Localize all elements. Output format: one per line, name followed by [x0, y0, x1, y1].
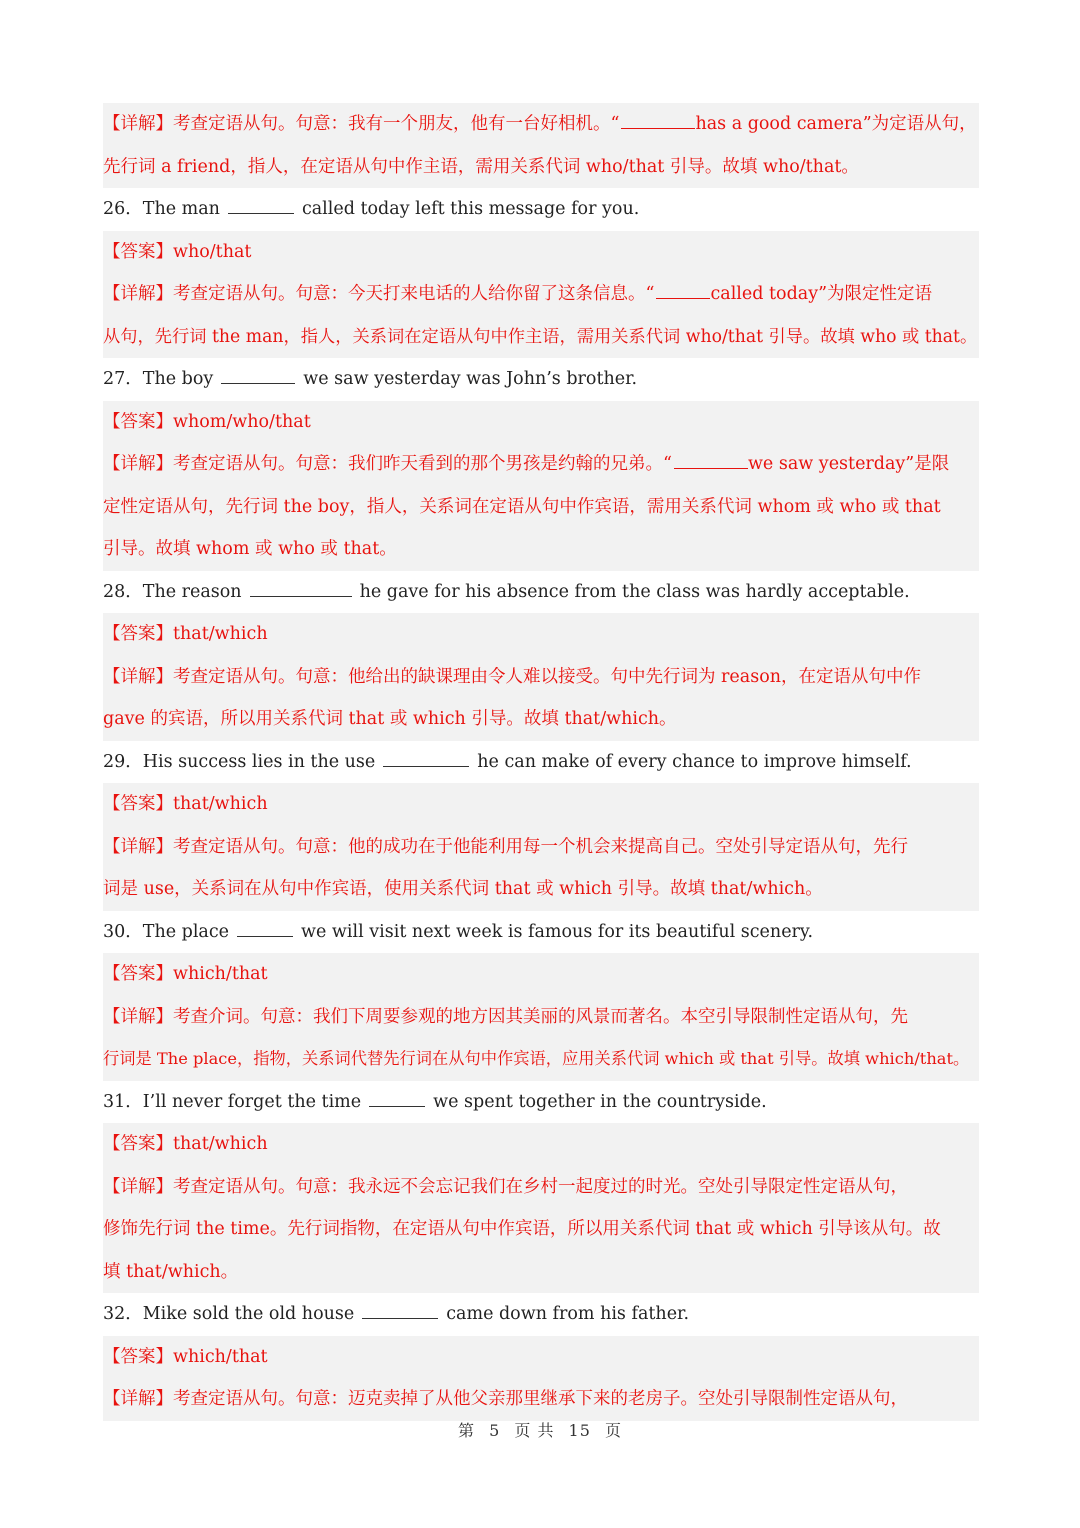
fill-in-blank: [221, 365, 295, 384]
line-text: 词是 use，关系词在从句中作宾语，使用关系代词 that 或 which 引导。故填 that/which。: [103, 879, 823, 899]
line-text: 行词是 The place，指物，关系词代替先行词在从句中作宾语，应用关系代词 which 或 that 引导。故填 which/that。: [103, 1049, 970, 1068]
line-text: 【详解】考查介词。句意：我们下周要参观的地方因其美丽的风景而著名。本空引导限制性定语从句，先: [103, 1006, 908, 1027]
line-text-before-blank: 27．The boy: [103, 369, 214, 389]
footer-middle: 页 共: [514, 1421, 555, 1440]
line-text: 填 that/which。: [103, 1261, 239, 1282]
line-text: gave 的宾语，所以用关系代词 that 或 which 引导。故填 that/which。: [103, 709, 677, 729]
answer-line: [103, 613, 979, 656]
line-text-after-blank: we will visit next week is famous for its beautiful scenery.: [301, 921, 814, 942]
answer-line: [103, 401, 979, 444]
line-text: 【答案】that/which: [103, 794, 268, 814]
line-text-before-blank: 32．Mike sold the old house: [103, 1304, 355, 1324]
line-text-after-blank: came down from his father.: [446, 1304, 690, 1324]
question-line: [103, 1293, 979, 1336]
fill-in-blank: [674, 450, 748, 469]
explanation-line: [103, 146, 979, 189]
line-text: 【详解】考查定语从句。句意：他给出的缺课理由令人难以接受。句中先行词为 reason，在定语从句中作: [103, 666, 922, 687]
line-text: 【答案】that/which: [103, 1134, 268, 1154]
line-text-after-blank: he gave for his absence from the class was hardly acceptable.: [359, 581, 910, 602]
line-text: 【详解】考查定语从句。句意：我永远不会忘记我们在乡村一起度过的时光。空处引导限定性定语从句，: [103, 1176, 908, 1197]
line-text-before-blank: 【详解】考查定语从句。句意：我有一个朋友，他有一台好相机。“: [103, 114, 620, 134]
explanation-line: [103, 1251, 979, 1294]
line-text: 【答案】which/that: [103, 964, 268, 984]
line-text: 【答案】which/that: [103, 1346, 268, 1367]
explanation-line: [103, 1038, 979, 1081]
explanation-line: [103, 443, 979, 486]
footer-total-pages: 15: [568, 1421, 591, 1440]
explanation-line: [103, 528, 979, 571]
question-line: [103, 188, 979, 231]
answer-line: [103, 1336, 979, 1379]
fill-in-blank: [621, 110, 695, 129]
line-text-after-blank: has a good camera”为定语从句，: [695, 114, 977, 134]
line-text-after-blank: we spent together in the countryside.: [433, 1091, 767, 1112]
line-text-after-blank: we saw yesterday was John’s brother.: [303, 369, 638, 389]
line-text: 【答案】whom/who/that: [103, 411, 311, 432]
footer-suffix: 页: [605, 1421, 623, 1440]
answer-line: [103, 783, 979, 826]
line-text-before-blank: 26．The man: [103, 199, 220, 219]
explanation-line: [103, 316, 979, 359]
question-line: [103, 911, 979, 954]
line-text: 【详解】考查定语从句。句意：迈克卖掉了从他父亲那里继承下来的老房子。空处引导限制性定语从句，: [103, 1389, 908, 1409]
question-line: [103, 1081, 979, 1124]
line-text-before-blank: 30．The place: [103, 921, 230, 942]
line-text-before-blank: 【详解】考查定语从句。句意：今天打来电话的人给你留了这条信息。“: [103, 284, 655, 304]
explanation-line: [103, 103, 979, 146]
line-text-after-blank: called today left this message for you.: [301, 199, 640, 219]
explanation-line: [103, 273, 979, 316]
fill-in-blank: [656, 280, 710, 299]
question-line: [103, 571, 979, 614]
line-text: 【详解】考查定语从句。句意：他的成功在于他能利用每一个机会来提高自己。空处引导定语从句，先行: [103, 836, 908, 857]
page-footer: [0, 1418, 1080, 1441]
answer-line: [103, 231, 979, 274]
line-text-after-blank: he can make of every chance to improve himself.: [477, 751, 912, 772]
fill-in-blank: [250, 578, 352, 597]
line-text: 修饰先行词 the time。先行词指物，在定语从句中作宾语，所以用关系代词 that 或 which 引导该从句。故: [103, 1219, 941, 1239]
answer-line: [103, 1123, 979, 1166]
line-text-before-blank: 29．His success lies in the use: [103, 751, 376, 772]
exercise-content: [103, 103, 979, 1421]
fill-in-blank: [383, 748, 469, 767]
line-text: 【答案】that/which: [103, 624, 268, 644]
explanation-line: [103, 1208, 979, 1251]
question-line: [103, 358, 979, 401]
explanation-line: [103, 1378, 979, 1421]
explanation-line: [103, 1166, 979, 1209]
footer-page-number: 5: [489, 1421, 501, 1440]
line-text: 【答案】who/that: [103, 241, 252, 262]
footer-prefix: 第: [457, 1421, 475, 1440]
explanation-line: [103, 486, 979, 529]
fill-in-blank: [228, 195, 294, 214]
fill-in-blank: [237, 918, 293, 937]
line-text-before-blank: 31．I’ll never forget the time: [103, 1091, 362, 1112]
line-text: 从句，先行词 the man，指人，关系词在定语从句中作主语，需用关系代词 who/that 引导。故填 who 或 that。: [103, 326, 978, 347]
line-text: 引导。故填 whom 或 who 或 that。: [103, 539, 397, 559]
explanation-line: [103, 656, 979, 699]
answer-line: [103, 953, 979, 996]
fill-in-blank: [369, 1088, 425, 1107]
line-text: 先行词 a friend，指人，在定语从句中作主语，需用关系代词 who/that 引导。故填 who/that。: [103, 156, 859, 177]
line-text: 定性定语从句，先行词 the boy，指人，关系词在定语从句中作宾语，需用关系代词 whom 或 who 或 that: [103, 496, 941, 517]
line-text-after-blank: called today”为限定性定语: [710, 284, 933, 304]
explanation-line: [103, 868, 979, 911]
line-text-after-blank: we saw yesterday”是限: [747, 454, 950, 474]
explanation-line: [103, 996, 979, 1039]
question-line: [103, 741, 979, 784]
fill-in-blank: [362, 1300, 438, 1319]
explanation-line: [103, 698, 979, 741]
line-text-before-blank: 【详解】考查定语从句。句意：我们昨天看到的那个男孩是约翰的兄弟。“: [103, 454, 672, 474]
explanation-line: [103, 826, 979, 869]
line-text-before-blank: 28．The reason: [103, 581, 242, 602]
